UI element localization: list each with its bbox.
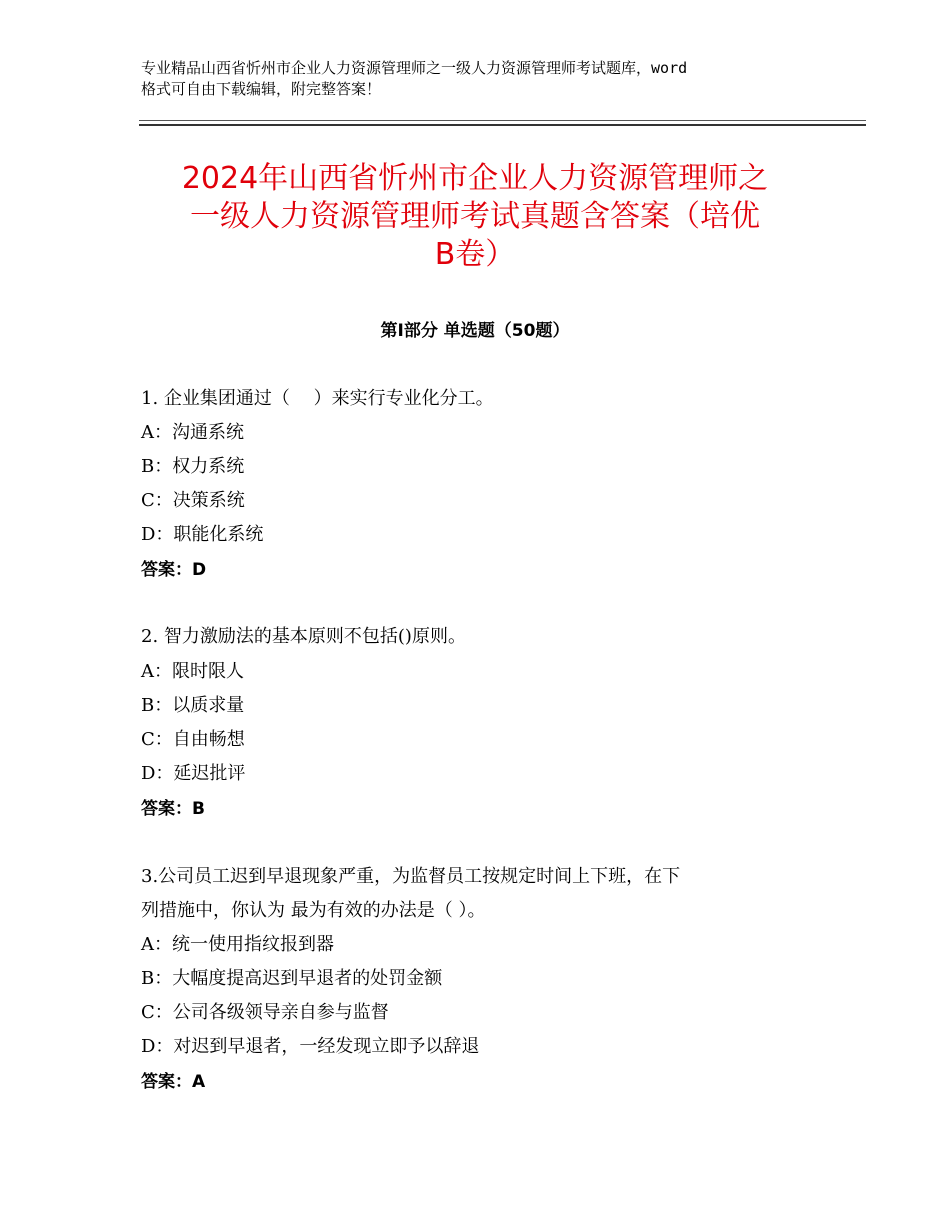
question-stem: 2. 智力激励法的基本原则不包括()原则。 [141,626,466,647]
answer-line: 答案：B [141,799,205,819]
option-b: B：大幅度提高迟到早退者的处罚金额 [141,968,443,989]
option-d: D：延迟批评 [141,763,246,784]
header-divider-bottom [139,124,866,126]
option-b: B：以质求量 [141,695,245,716]
option-c: C：自由畅想 [141,729,245,750]
option-a: A：沟通系统 [141,422,244,443]
header-divider-top [139,120,866,121]
title-line-3: B卷） [434,237,516,272]
title-line-1: 2024年山西省忻州市企业人力资源管理师之 [181,161,769,196]
title-line-2: 一级人力资源管理师考试真题含答案（培优 [190,199,760,234]
answer-line: 答案：A [141,1072,206,1092]
question-stem-line-2: 列措施中，你认为 最为有效的办法是（ ）。 [141,900,486,921]
section-heading: 第Ⅰ部分 单选题（50题） [380,321,570,341]
document-title [120,160,830,274]
option-d: D：对迟到早退者，一经发现立即予以辞退 [141,1036,480,1057]
header-note-line-2: 格式可自由下载编辑，附完整答案！ [141,80,382,98]
option-a: A：统一使用指纹报到器 [141,934,334,955]
option-d: D：职能化系统 [141,524,264,545]
option-c: C：公司各级领导亲自参与监督 [141,1002,389,1023]
answer-line: 答案：D [141,560,207,580]
option-c: C：决策系统 [141,490,245,511]
question-stem: 1. 企业集团通过（ ）来实行专业化分工。 [141,388,494,409]
question-stem-line-1: 3.公司员工迟到早退现象严重，为监督员工按规定时间上下班，在下 [141,866,681,887]
header-note [141,58,831,100]
header-note-line-1: 专业精品山西省忻州市企业人力资源管理师之一级人力资源管理师考试题库，word [141,59,688,77]
option-a: A：限时限人 [141,661,244,682]
option-b: B：权力系统 [141,456,245,477]
